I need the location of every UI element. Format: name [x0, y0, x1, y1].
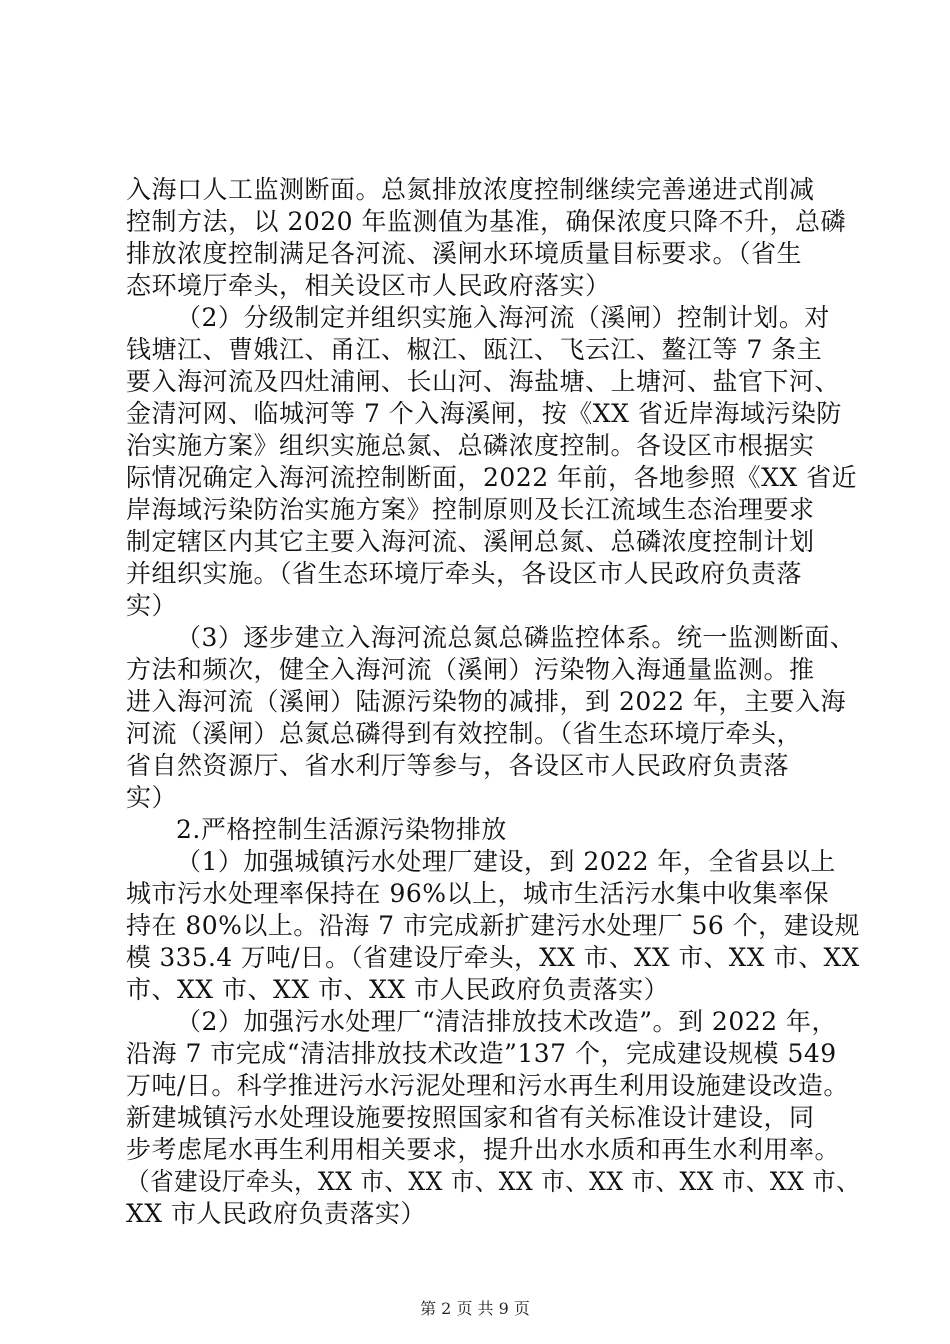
paragraph-first-line: （3）逐步建立入海河流总氮总磷监控体系。统一监测断面、 — [176, 623, 856, 652]
body-text-line: 实） — [126, 783, 178, 812]
body-text-line: 制定辖区内其它主要入海河流、溪闸总氮、总磷浓度控制计划 — [126, 527, 815, 556]
body-text-line: 持在 80%以上。沿海 7 市完成新扩建污水处理厂 56 个，建设规 — [126, 911, 861, 940]
body-text-line: 沿海 7 市完成“清洁排放技术改造”137 个，完成建设规模 549 — [126, 1039, 837, 1068]
body-text-line: 万吨/日。科学推进污水污泥处理和污水再生利用设施建设改造。 — [126, 1071, 849, 1100]
body-text-line: 排放浓度控制满足各河流、溪闸水环境质量目标要求。（省生 — [126, 239, 803, 268]
body-text-line: 省自然资源厅、省水利厅等参与，各设区市人民政府负责落 — [126, 751, 790, 780]
paragraph-first-line: （2）加强污水处理厂“清洁排放技术改造”。到 2022 年， — [176, 1007, 837, 1036]
body-text-line: 步考虑尾水再生利用相关要求，提升出水水质和再生水利用率。 — [126, 1135, 841, 1164]
body-text-line: 入海口人工监测断面。总氮排放浓度控制继续完善递进式削减 — [126, 175, 815, 204]
body-text-line: 并组织实施。（省生态环境厅牵头，各设区市人民政府负责落 — [126, 559, 803, 588]
body-text-line: 市、XX 市、XX 市、XX 市人民政府负责落实） — [126, 975, 670, 1004]
body-text-line: 城市污水处理率保持在 96%以上，城市生活污水集中收集率保 — [126, 879, 830, 908]
body-text-line: 进入海河流（溪闸）陆源污染物的减排，到 2022 年，主要入海 — [126, 687, 847, 716]
body-text-line: XX 市人民政府负责落实） — [126, 1199, 427, 1228]
section-heading: 2.严格控制生活源污染物排放 — [176, 815, 507, 844]
body-text-line: （省建设厅牵头，XX 市、XX 市、XX 市、XX 市、XX 市、XX 市、 — [126, 1167, 861, 1196]
body-text-line: 金清河网、临城河等 7 个入海溪闸，按《XX 省近岸海域污染防 — [126, 399, 842, 428]
body-text-line: 控制方法，以 2020 年监测值为基准，确保浓度只降不升，总磷 — [126, 207, 847, 236]
paragraph-first-line: （2）分级制定并组织实施入海河流（溪闸）控制计划。对 — [176, 303, 830, 332]
body-text-line: 方法和频次，健全入海河流（溪闸）污染物入海通量监测。推 — [126, 655, 815, 684]
body-text-line: 态环境厅牵头，相关设区市人民政府落实） — [126, 271, 611, 300]
body-text-line: 要入海河流及四灶浦闸、长山河、海盐塘、上塘河、盐官下河、 — [126, 367, 841, 396]
paragraph-first-line: （1）加强城镇污水处理厂建设，到 2022 年，全省县以上 — [176, 847, 836, 876]
body-text-line: 岸海域污染防治实施方案》控制原则及长江流域生态治理要求 — [126, 495, 815, 524]
page-footer: 第 2 页 共 9 页 — [420, 1299, 530, 1318]
body-text-line: 钱塘江、曹娥江、甬江、椒江、瓯江、飞云江、鳌江等 7 条主 — [126, 335, 823, 364]
body-text-line: 河流（溪闸）总氮总磷得到有效控制。（省生态环境厅牵头， — [126, 719, 803, 748]
body-text-line: 模 335.4 万吨/日。（省建设厅牵头，XX 市、XX 市、XX 市、XX — [126, 943, 860, 972]
body-text-line: 新建城镇污水处理设施要按照国家和省有关标准设计建设，同 — [126, 1103, 815, 1132]
body-text-line: 际情况确定入海河流控制断面，2022 年前，各地参照《XX 省近 — [126, 463, 858, 492]
body-text-line: 实） — [126, 591, 178, 620]
body-text-line: 治实施方案》组织实施总氮、总磷浓度控制。各设区市根据实 — [126, 431, 815, 460]
